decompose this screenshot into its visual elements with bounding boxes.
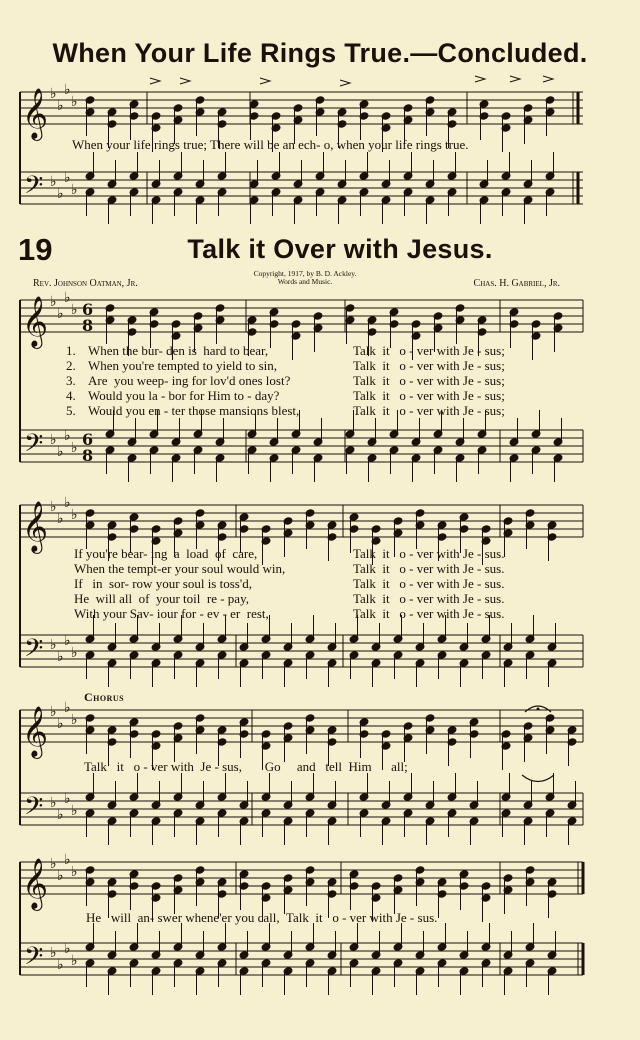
author-credit: Rev. Johnson Oatman, Jr. bbox=[33, 278, 138, 289]
flat-sign: ♭ bbox=[71, 302, 78, 318]
flat-sign: ♭ bbox=[64, 633, 71, 649]
chorus-line-1: Talk it o - ver with Je - sus, Go and tell Him all; bbox=[84, 759, 408, 774]
flat-sign: ♭ bbox=[64, 700, 71, 716]
flat-sign: ♭ bbox=[57, 511, 64, 527]
flat-sign: ♭ bbox=[50, 294, 57, 310]
treble-clef: 𝄞 bbox=[22, 858, 49, 909]
bass-clef: 𝄢 bbox=[24, 171, 44, 206]
flat-sign: ♭ bbox=[57, 807, 64, 823]
verse-refrain: Talk it o - ver with Je - sus. bbox=[353, 576, 505, 591]
verse-refrain: Talk it o - ver with Je - sus. bbox=[353, 561, 505, 576]
verse-refrain: Talk it o - ver with Je - sus. bbox=[353, 591, 505, 606]
treble-clef: 𝄞 bbox=[22, 88, 49, 139]
bass-clef: 𝄢 bbox=[24, 942, 44, 977]
verse-refrain: Talk it o - ver with Je - sus; bbox=[353, 388, 505, 403]
flat-sign: ♭ bbox=[71, 864, 78, 880]
verse-number: 4. bbox=[66, 388, 76, 403]
flat-sign: ♭ bbox=[64, 170, 71, 186]
accent-mark bbox=[475, 76, 485, 82]
accent-mark bbox=[180, 78, 190, 84]
bass-clef: 𝄢 bbox=[24, 429, 44, 464]
flat-sign: ♭ bbox=[50, 795, 57, 811]
flat-sign: ♭ bbox=[71, 440, 78, 456]
composer-credit: Chas. H. Gabriel, Jr. bbox=[473, 278, 560, 289]
flat-sign: ♭ bbox=[64, 290, 71, 306]
flat-sign: ♭ bbox=[71, 645, 78, 661]
verse-refrain: Talk it o - ver with Je - sus. bbox=[353, 606, 505, 621]
copyright-line-2: Words and Music. bbox=[277, 277, 333, 286]
verse-number: 5. bbox=[66, 403, 76, 418]
verse-text: He will all of your toil re - pay, bbox=[74, 591, 249, 606]
flat-sign: ♭ bbox=[57, 98, 64, 114]
flat-sign: ♭ bbox=[57, 868, 64, 884]
verse-text: If in sor- row your soul is toss'd, bbox=[74, 576, 252, 591]
flat-sign: ♭ bbox=[64, 852, 71, 868]
flat-sign: ♭ bbox=[64, 82, 71, 98]
flat-sign: ♭ bbox=[71, 182, 78, 198]
accent-mark bbox=[260, 78, 270, 84]
flat-sign: ♭ bbox=[50, 945, 57, 961]
time-signature-top: 6 bbox=[82, 300, 94, 319]
flat-sign: ♭ bbox=[50, 704, 57, 720]
verse-number: 1. bbox=[66, 343, 76, 358]
flat-sign: ♭ bbox=[71, 712, 78, 728]
verse-text: When you're tempted to yield to sin, bbox=[88, 358, 277, 373]
flat-sign: ♭ bbox=[50, 432, 57, 448]
tie-arc bbox=[522, 775, 554, 782]
accent-mark bbox=[340, 80, 350, 86]
flat-sign: ♭ bbox=[50, 86, 57, 102]
flat-sign: ♭ bbox=[57, 444, 64, 460]
flat-sign: ♭ bbox=[57, 186, 64, 202]
flat-sign: ♭ bbox=[57, 649, 64, 665]
verse-number: 2. bbox=[66, 358, 76, 373]
verse-text: Would you la - bor for Him to - day? bbox=[88, 388, 280, 403]
verse-text: Are you weep- ing for lov'd ones lost? bbox=[88, 373, 291, 388]
bass-clef: 𝄢 bbox=[24, 792, 44, 827]
flat-sign: ♭ bbox=[57, 957, 64, 973]
verse-text: With your Sav- iour for - ev - er rest, bbox=[74, 606, 269, 621]
time-signature-top: 6 bbox=[82, 430, 94, 449]
flat-sign: ♭ bbox=[71, 94, 78, 110]
page-title: When Your Life Rings True.—Concluded. bbox=[52, 38, 588, 68]
flat-sign: ♭ bbox=[50, 856, 57, 872]
treble-clef: 𝄞 bbox=[22, 706, 49, 757]
accent-mark bbox=[510, 76, 520, 82]
top-lyric: When your life rings true; There will be an ech- o, when your life rings true. bbox=[72, 137, 469, 152]
verse-text: When the bur- den is hard to bear, bbox=[88, 343, 269, 358]
flat-sign: ♭ bbox=[50, 637, 57, 653]
accent-mark bbox=[150, 78, 160, 84]
time-signature-bottom: 8 bbox=[82, 446, 94, 465]
hymn-title: Talk it Over with Jesus. bbox=[187, 234, 493, 264]
verse-text: When the tempt-er your soul would win, bbox=[74, 561, 286, 576]
hymn-number: 19 bbox=[18, 232, 53, 267]
verse-refrain: Talk it o - ver with Je - sus; bbox=[353, 373, 505, 388]
flat-sign: ♭ bbox=[50, 499, 57, 515]
flat-sign: ♭ bbox=[50, 174, 57, 190]
chorus-line-2: He will an- swer whene'er you call, Talk it o - ver with Je - sus. bbox=[86, 910, 438, 925]
verse-text: Would you en - ter those mansions blest, bbox=[88, 403, 300, 418]
chorus-label: Chorus bbox=[84, 690, 125, 704]
flat-sign: ♭ bbox=[64, 791, 71, 807]
accent-mark bbox=[543, 76, 553, 82]
fermata-dot bbox=[537, 708, 540, 711]
treble-clef: 𝄞 bbox=[22, 501, 49, 552]
flat-sign: ♭ bbox=[57, 716, 64, 732]
time-signature-bottom: 8 bbox=[82, 316, 94, 335]
flat-sign: ♭ bbox=[64, 495, 71, 511]
flat-sign: ♭ bbox=[71, 953, 78, 969]
verse-text: If you're bear- ing a load of care, bbox=[74, 546, 258, 561]
verse-refrain: Talk it o - ver with Je - sus; bbox=[353, 358, 505, 373]
bass-clef: 𝄢 bbox=[24, 634, 44, 669]
flat-sign: ♭ bbox=[71, 803, 78, 819]
treble-clef: 𝄞 bbox=[22, 296, 49, 347]
verse-refrain: Talk it o - ver with Je - sus; bbox=[353, 403, 505, 418]
flat-sign: ♭ bbox=[64, 428, 71, 444]
flat-sign: ♭ bbox=[57, 306, 64, 322]
copyright-line-1: Copyright, 1917, by B. D. Ackley. bbox=[253, 269, 357, 278]
flat-sign: ♭ bbox=[71, 507, 78, 523]
verse-refrain: Talk it o - ver with Je - sus; bbox=[353, 343, 505, 358]
verse-refrain: Talk it o - ver with Je - sus. bbox=[353, 546, 505, 561]
verse-number: 3. bbox=[66, 373, 76, 388]
flat-sign: ♭ bbox=[64, 941, 71, 957]
